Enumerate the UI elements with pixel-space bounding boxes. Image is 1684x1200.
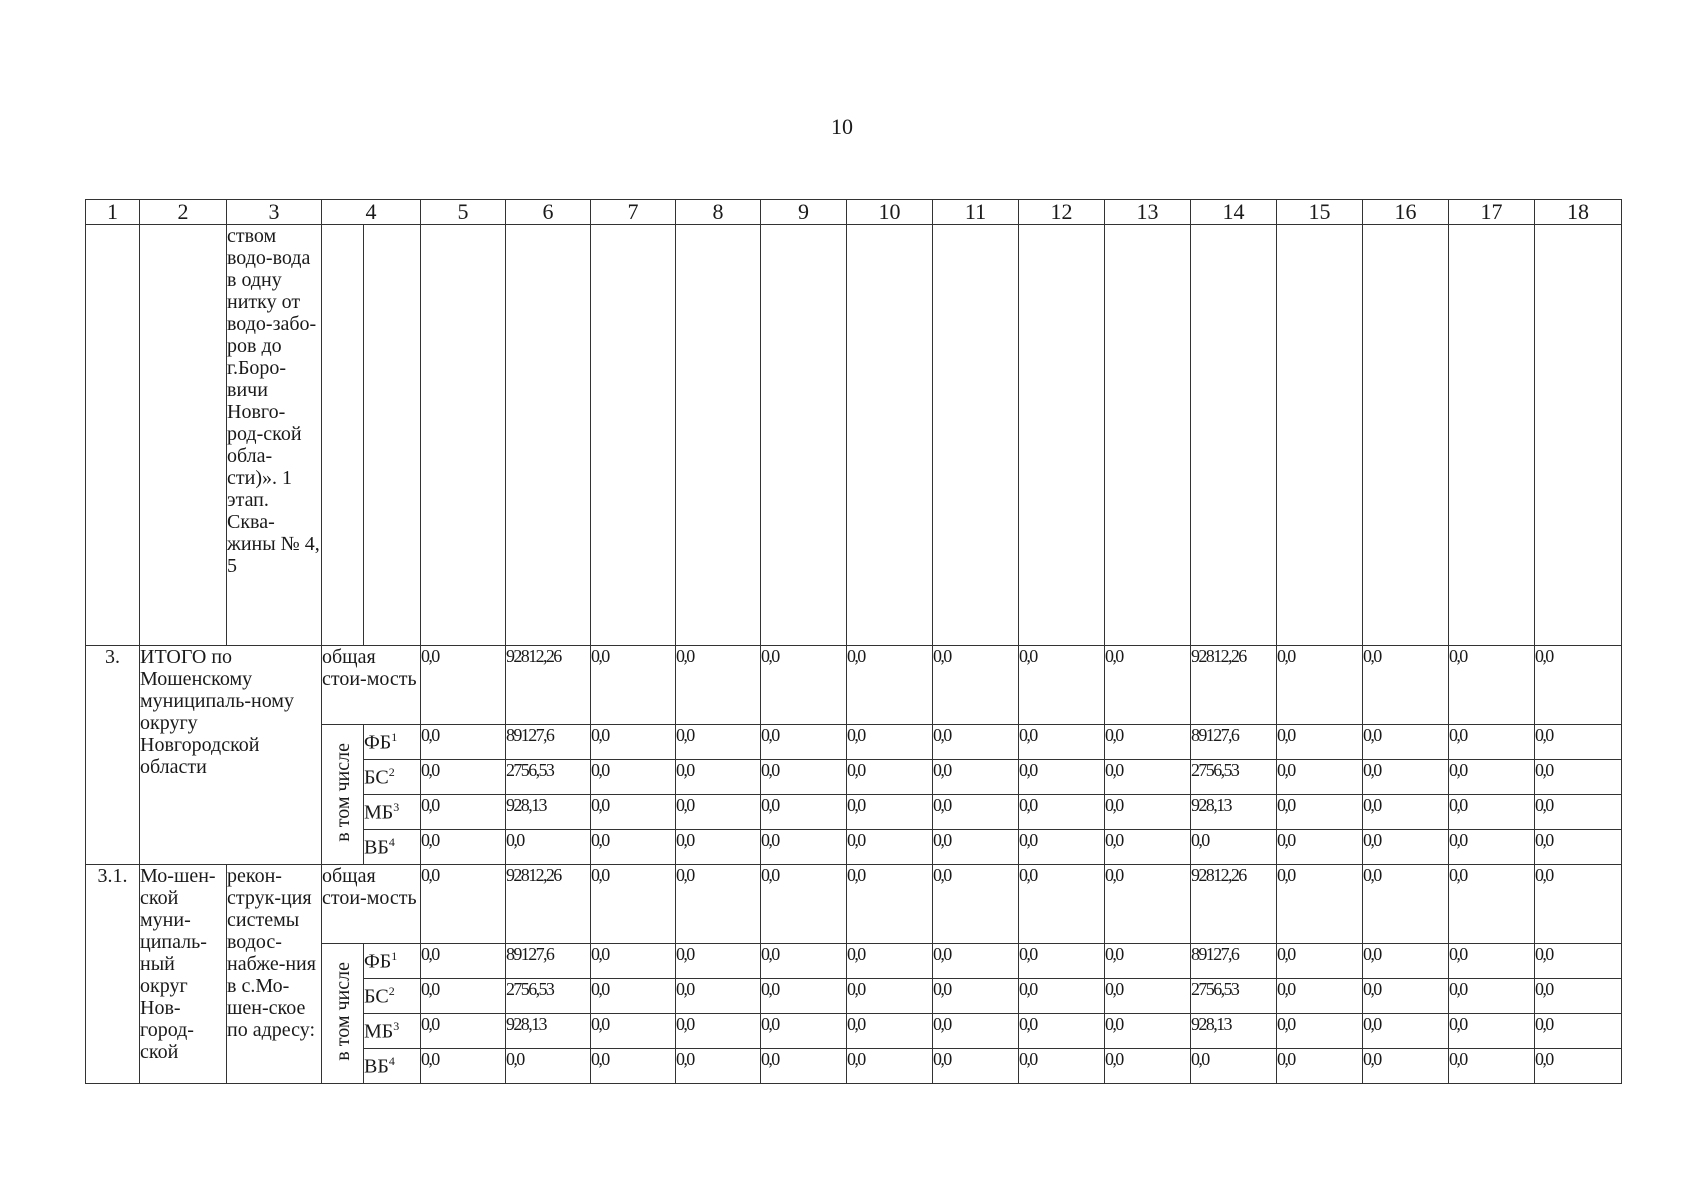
funding-source-code: ВБ	[364, 1055, 389, 1078]
total-value-cell: 92812,26	[506, 865, 591, 944]
funding-value-cell: 0,0	[676, 725, 761, 760]
footnote-marker: 3	[393, 800, 400, 814]
total-value-cell: 0,0	[591, 646, 676, 725]
funding-value-cell: 0,0	[421, 944, 506, 979]
funding-value-cell: 0,0	[1019, 1049, 1105, 1084]
funding-value-cell: 0,0	[1105, 979, 1191, 1014]
funding-value-cell: 0,0	[761, 1049, 847, 1084]
funding-value-cell: 0,0	[676, 830, 761, 865]
col-header-13: 13	[1105, 200, 1191, 225]
funding-value-cell: 0,0	[933, 979, 1019, 1014]
funding-value-cell: 0,0	[933, 1014, 1019, 1049]
funding-value-cell: 0,0	[676, 979, 761, 1014]
funding-source-label	[364, 979, 421, 1014]
funding-value-cell: 0,0	[506, 1049, 591, 1084]
funding-value-cell: 0,0	[1019, 830, 1105, 865]
funding-value-cell: 0,0	[761, 795, 847, 830]
funding-value-cell: 0,0	[1191, 1049, 1277, 1084]
funding-value-cell: 928,13	[506, 795, 591, 830]
funding-source-label	[364, 944, 421, 979]
page-number: 10	[831, 114, 853, 139]
funding-value-cell: 0,0	[591, 725, 676, 760]
funding-value-cell: 0,0	[1535, 725, 1622, 760]
section-number: 3.1.	[86, 865, 140, 1084]
funding-value-cell: 89127,6	[506, 944, 591, 979]
funding-value-cell: 0,0	[1535, 979, 1622, 1014]
funding-value-cell: 0,0	[1535, 1014, 1622, 1049]
funding-value-cell: 0,0	[1363, 725, 1449, 760]
funding-value-cell: 0,0	[1277, 795, 1363, 830]
footnote-marker: 4	[388, 1054, 395, 1068]
funding-value-cell: 928,13	[1191, 795, 1277, 830]
funding-value-cell: 0,0	[1277, 1014, 1363, 1049]
total-value-cell: 0,0	[676, 865, 761, 944]
funding-value-cell: 0,0	[847, 1049, 933, 1084]
funding-source-label	[364, 830, 421, 865]
funding-source-code: БС	[364, 766, 389, 789]
funding-value-cell: 0,0	[1105, 760, 1191, 795]
funding-source-label	[364, 1014, 421, 1049]
funding-value-cell: 0,0	[847, 979, 933, 1014]
funding-value-cell: 0,0	[761, 944, 847, 979]
funding-value-cell: 0,0	[1277, 1049, 1363, 1084]
col-header-16: 16	[1363, 200, 1449, 225]
col-header-8: 8	[676, 200, 761, 225]
funding-value-cell: 2756,53	[1191, 979, 1277, 1014]
including-label: в том числе	[331, 961, 354, 1061]
funding-value-cell: 0,0	[1449, 725, 1535, 760]
funding-value-cell: 0,0	[761, 979, 847, 1014]
col-header-17: 17	[1449, 200, 1535, 225]
funding-value-cell: 0,0	[676, 1014, 761, 1049]
funding-value-cell: 0,0	[1449, 944, 1535, 979]
footnote-marker: 4	[388, 835, 395, 849]
total-value-cell: 0,0	[761, 646, 847, 725]
funding-value-cell: 0,0	[761, 725, 847, 760]
funding-value-cell: 0,0	[1105, 1049, 1191, 1084]
total-value-cell: 0,0	[1535, 646, 1622, 725]
funding-value-cell: 89127,6	[1191, 944, 1277, 979]
total-value-cell: 0,0	[421, 865, 506, 944]
col-header-12: 12	[1019, 200, 1105, 225]
footnote-marker: 1	[391, 730, 398, 744]
total-cost-label: общая стои-мость	[322, 865, 421, 944]
col-header-9: 9	[761, 200, 847, 225]
funding-value-cell: 0,0	[1535, 944, 1622, 979]
funding-value-cell: 0,0	[847, 944, 933, 979]
funding-source-code: ФБ	[364, 950, 392, 973]
funding-value-cell: 0,0	[1449, 760, 1535, 795]
col-header-11: 11	[933, 200, 1019, 225]
funding-value-cell: 89127,6	[506, 725, 591, 760]
total-value-cell: 0,0	[1363, 865, 1449, 944]
funding-value-cell: 0,0	[1535, 1049, 1622, 1084]
funding-value-cell: 0,0	[506, 830, 591, 865]
funding-value-cell: 0,0	[1277, 944, 1363, 979]
funding-value-cell: 0,0	[1019, 725, 1105, 760]
col-header-6: 6	[506, 200, 591, 225]
funding-source-label	[364, 725, 421, 760]
col-header-10: 10	[847, 200, 933, 225]
funding-value-cell: 0,0	[676, 795, 761, 830]
funding-value-cell: 0,0	[1449, 1014, 1535, 1049]
footnote-marker: 2	[388, 984, 395, 998]
funding-value-cell: 2756,53	[1191, 760, 1277, 795]
including-label-cell	[322, 725, 364, 865]
funding-value-cell: 0,0	[847, 760, 933, 795]
total-cost-label: общая стои-мость	[322, 646, 421, 725]
funding-value-cell: 0,0	[1277, 830, 1363, 865]
funding-value-cell: 0,0	[847, 725, 933, 760]
funding-value-cell: 0,0	[1535, 795, 1622, 830]
funding-source-code: БС	[364, 985, 389, 1008]
funding-value-cell: 0,0	[1535, 760, 1622, 795]
funding-value-cell: 0,0	[1105, 725, 1191, 760]
funding-value-cell: 0,0	[933, 795, 1019, 830]
section-name: Мо-шен-ской муни-ципаль-ный округ Нов-город-ской	[140, 865, 227, 1084]
funding-value-cell: 0,0	[1277, 979, 1363, 1014]
cont-object-text: ством водо-вода в одну нитку от водо-забо-ров до г.Боро-вичи Новго-род-ской обла-сти)». 1 этап. Сква-жины № 4, 5	[227, 225, 322, 646]
funding-value-cell: 0,0	[1363, 760, 1449, 795]
total-value-cell: 0,0	[591, 865, 676, 944]
funding-value-cell: 0,0	[933, 830, 1019, 865]
total-value-cell: 0,0	[1535, 865, 1622, 944]
section-name: ИТОГО по Мошенскому муниципаль-ному округу Новгородской области	[140, 646, 322, 865]
funding-value-cell: 0,0	[1277, 725, 1363, 760]
financing-table	[85, 199, 1622, 1084]
header-row	[86, 200, 1622, 225]
continuation-row	[86, 225, 1622, 646]
funding-source-code: ФБ	[364, 731, 392, 754]
funding-value-cell: 0,0	[591, 795, 676, 830]
total-value-cell: 0,0	[761, 865, 847, 944]
funding-source-code: МБ	[364, 801, 394, 824]
funding-value-cell: 0,0	[676, 944, 761, 979]
total-value-cell: 0,0	[1019, 646, 1105, 725]
funding-value-cell: 0,0	[1363, 1014, 1449, 1049]
col-header-15: 15	[1277, 200, 1363, 225]
funding-value-cell: 0,0	[1363, 944, 1449, 979]
footnote-marker: 3	[393, 1019, 400, 1033]
funding-value-cell: 0,0	[1449, 830, 1535, 865]
funding-value-cell: 0,0	[761, 830, 847, 865]
funding-value-cell: 2756,53	[506, 979, 591, 1014]
col-header-14: 14	[1191, 200, 1277, 225]
cont-col1	[86, 225, 140, 646]
funding-value-cell: 0,0	[933, 760, 1019, 795]
funding-value-cell: 0,0	[1105, 944, 1191, 979]
cont-col2	[140, 225, 227, 646]
funding-value-cell: 0,0	[933, 944, 1019, 979]
funding-value-cell: 0,0	[591, 830, 676, 865]
funding-source-label	[364, 1049, 421, 1084]
funding-value-cell: 0,0	[676, 760, 761, 795]
cont-col4a	[322, 225, 364, 646]
funding-value-cell: 0,0	[1105, 830, 1191, 865]
funding-value-cell: 928,13	[1191, 1014, 1277, 1049]
funding-value-cell: 0,0	[421, 979, 506, 1014]
total-value-cell: 0,0	[1277, 646, 1363, 725]
funding-value-cell: 0,0	[1019, 1014, 1105, 1049]
funding-value-cell: 0,0	[933, 725, 1019, 760]
funding-value-cell: 0,0	[421, 795, 506, 830]
col-header-7: 7	[591, 200, 676, 225]
funding-value-cell: 0,0	[1363, 795, 1449, 830]
col-header-5: 5	[421, 200, 506, 225]
section-total-row	[86, 865, 1622, 944]
footnote-marker: 2	[388, 765, 395, 779]
total-value-cell: 0,0	[1019, 865, 1105, 944]
col-header-2: 2	[140, 200, 227, 225]
funding-value-cell: 0,0	[421, 1014, 506, 1049]
total-value-cell: 0,0	[1363, 646, 1449, 725]
funding-value-cell: 0,0	[847, 1014, 933, 1049]
total-value-cell: 0,0	[933, 646, 1019, 725]
funding-value-cell: 89127,6	[1191, 725, 1277, 760]
sections-body	[86, 646, 1622, 1084]
total-value-cell: 0,0	[1277, 865, 1363, 944]
funding-source-label	[364, 760, 421, 795]
funding-value-cell: 0,0	[847, 830, 933, 865]
funding-value-cell: 0,0	[1535, 830, 1622, 865]
funding-value-cell: 0,0	[761, 760, 847, 795]
total-value-cell: 92812,26	[1191, 865, 1277, 944]
funding-value-cell: 0,0	[676, 1049, 761, 1084]
section-object: рекон-струк-ция системы водос-набже-ния в с.Мо-шен-ское по адресу:	[227, 865, 322, 1084]
total-value-cell: 0,0	[847, 646, 933, 725]
funding-value-cell: 0,0	[847, 795, 933, 830]
funding-value-cell: 0,0	[421, 1049, 506, 1084]
including-label-cell	[322, 944, 364, 1084]
funding-value-cell: 0,0	[1363, 1049, 1449, 1084]
funding-value-cell: 0,0	[1019, 795, 1105, 830]
col-header-1: 1	[86, 200, 140, 225]
total-value-cell: 92812,26	[1191, 646, 1277, 725]
col-header-4: 4	[322, 200, 421, 225]
section-total-row	[86, 646, 1622, 725]
funding-source-code: МБ	[364, 1020, 394, 1043]
funding-value-cell: 0,0	[591, 1049, 676, 1084]
funding-value-cell: 0,0	[1191, 830, 1277, 865]
funding-value-cell: 0,0	[1277, 760, 1363, 795]
funding-value-cell: 0,0	[1363, 830, 1449, 865]
funding-value-cell: 0,0	[591, 979, 676, 1014]
funding-value-cell: 0,0	[421, 830, 506, 865]
funding-source-code: ВБ	[364, 836, 389, 859]
funding-value-cell: 0,0	[591, 760, 676, 795]
funding-value-cell: 0,0	[591, 1014, 676, 1049]
funding-value-cell: 0,0	[1363, 979, 1449, 1014]
funding-value-cell: 2756,53	[506, 760, 591, 795]
including-label: в том числе	[331, 742, 354, 842]
section-number: 3.	[86, 646, 140, 865]
funding-value-cell: 0,0	[1449, 979, 1535, 1014]
total-value-cell: 0,0	[933, 865, 1019, 944]
funding-value-cell: 0,0	[421, 760, 506, 795]
funding-value-cell: 0,0	[1449, 795, 1535, 830]
col-header-18: 18	[1535, 200, 1622, 225]
total-value-cell: 0,0	[847, 865, 933, 944]
funding-source-label	[364, 795, 421, 830]
funding-value-cell: 0,0	[591, 944, 676, 979]
total-value-cell: 0,0	[1449, 646, 1535, 725]
total-value-cell: 0,0	[1105, 865, 1191, 944]
funding-value-cell: 0,0	[1105, 1014, 1191, 1049]
col-header-3: 3	[227, 200, 322, 225]
funding-value-cell: 0,0	[1019, 979, 1105, 1014]
funding-value-cell: 0,0	[1449, 1049, 1535, 1084]
funding-value-cell: 928,13	[506, 1014, 591, 1049]
cont-col4b	[364, 225, 421, 646]
total-value-cell: 92812,26	[506, 646, 591, 725]
funding-value-cell: 0,0	[1019, 760, 1105, 795]
total-value-cell: 0,0	[421, 646, 506, 725]
footnote-marker: 1	[391, 949, 398, 963]
total-value-cell: 0,0	[1105, 646, 1191, 725]
funding-value-cell: 0,0	[761, 1014, 847, 1049]
total-value-cell: 0,0	[676, 646, 761, 725]
funding-value-cell: 0,0	[933, 1049, 1019, 1084]
funding-value-cell: 0,0	[421, 725, 506, 760]
total-value-cell: 0,0	[1449, 865, 1535, 944]
funding-value-cell: 0,0	[1019, 944, 1105, 979]
funding-value-cell: 0,0	[1105, 795, 1191, 830]
